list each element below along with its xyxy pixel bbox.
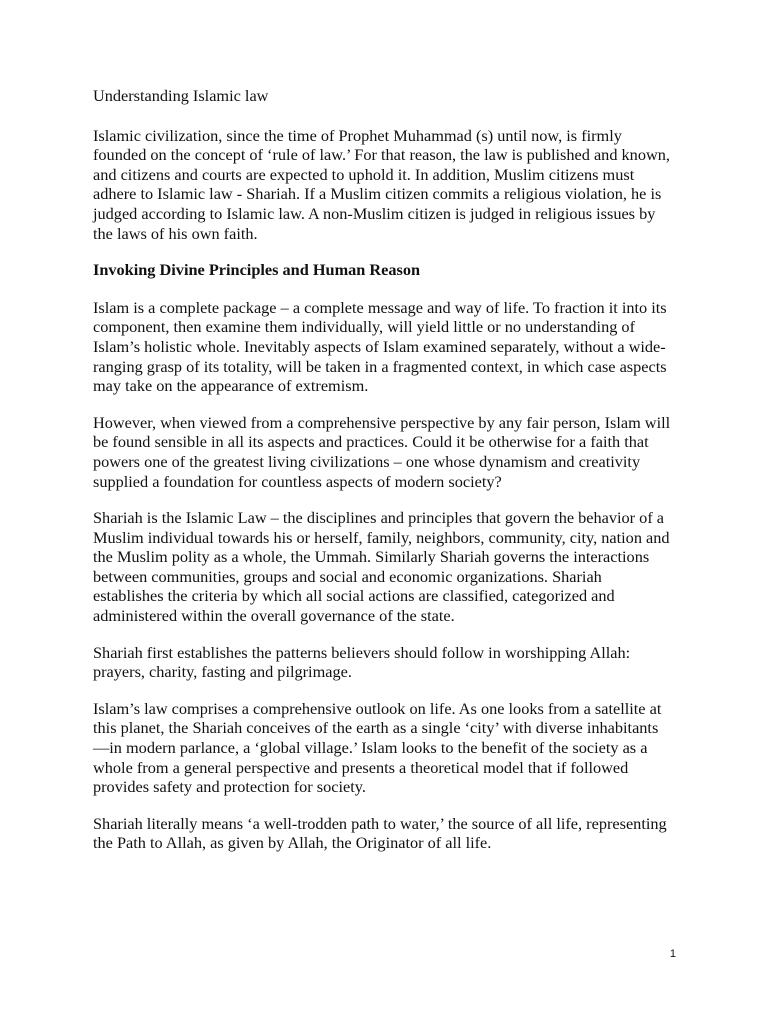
paragraph-shariah-definition: Shariah is the Islamic Law – the disciplines and principles that govern the behavior of a Muslim individual towards his or herself, family, neighbors, community, city, nation and the Muslim polity as a whole, the Ummah. Similarly Shariah governs the interactions between communities, groups and social and economic organizations. Shariah establishes the criteria by which all social actions are classified, categorized and administered within the overall governance of the state. <box>93 508 670 626</box>
document-body <box>93 86 671 870</box>
intro-paragraph: Islamic civilization, since the time of Prophet Muhammad (s) until now, is firmly founded on the concept of ‘rule of law.’ For that reason, the law is published and known, and citizens and courts are expected to uphold it. In addition, Muslim citizens must adhere to Islamic law - Shariah. If a Muslim citizen commits a religious violation, he is judged according to Islamic law. A non-Muslim citizen is judged in religious issues by the laws of his own faith. <box>93 125 670 243</box>
page-number: 1 <box>669 948 676 960</box>
paragraph-complete-package: Islam is a complete package – a complete message and way of life. To fraction it into its component, then examine them individually, will yield little or no understanding of Islam’s holistic whole. Inevitably aspects of Islam examined separately, without a wide-ranging grasp of its totality, will be taken in a fragmented context, in which case aspects may take on the appearance of extremism. <box>93 297 667 396</box>
paragraph-path-to-water: Shariah literally means ‘a well-trodden path to water,’ the source of all life, representing the Path to Allah, as given by Allah, the Originator of all life. <box>93 813 667 853</box>
paragraph-comprehensive-perspective: However, when viewed from a comprehensive perspective by any fair person, Islam will be found sensible in all its aspects and practices. Could it be otherwise for a faith that powers one of the greatest living civilizations – one whose dynamism and creativity supplied a foundation for countless aspects of modern society? <box>93 412 671 491</box>
section-heading: Invoking Divine Principles and Human Reason <box>93 260 421 280</box>
paragraph-global-village: Islam’s law comprises a comprehensive outlook on life. As one looks from a satellite at this planet, the Shariah conceives of the earth as a single ‘city’ with diverse inhabitants—in modern parlance, a ‘global village.’ Islam looks to the benefit of the society as a whole from a general perspective and presents a theoretical model that if followed provides safety and protection for society. <box>93 698 662 797</box>
document-title: Understanding Islamic law <box>93 86 269 105</box>
paragraph-worship-patterns: Shariah first establishes the patterns believers should follow in worshipping Allah: prayers, charity, fasting and pilgrimage. <box>93 642 631 682</box>
